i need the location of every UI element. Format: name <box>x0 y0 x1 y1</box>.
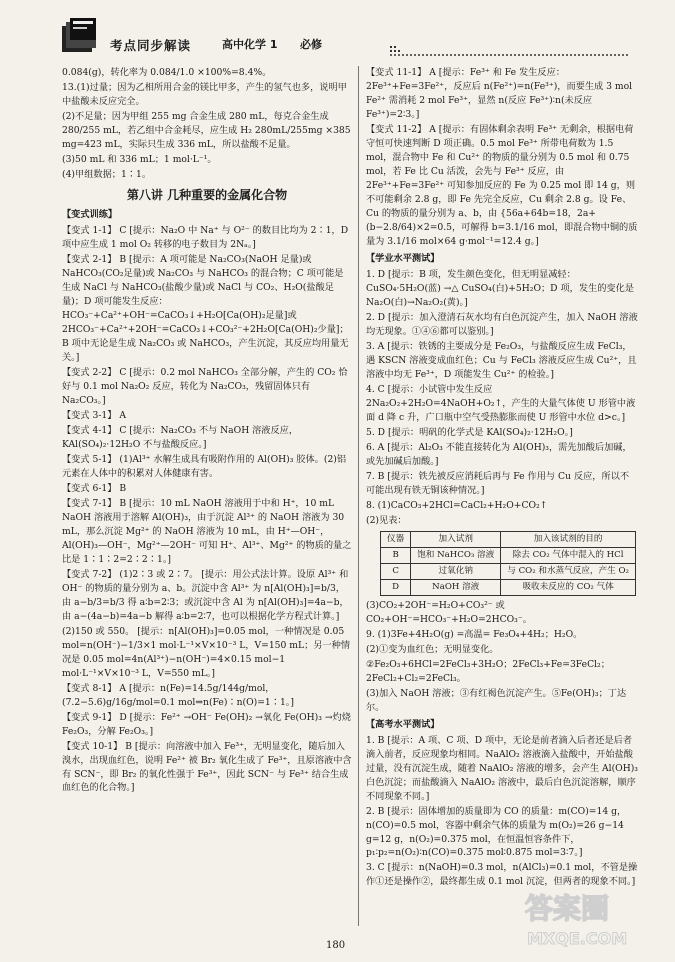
answer-item: 【变式 7-2】 (1)2∶3 或 2∶7。 [提示：用公式法计算。设原 Al³⁺ 和 OH⁻ 的物质的量分别为 a、b。沉淀中含 Al³⁺ 为 n[Al(OH)₃]=b/3，由 a−b/3=b/3 得 a∶b=2∶3；或沉淀中含 Al 为 n[Al(OH)₃]=4a−b，由 a−(4a−b)=4a−b 解得 a∶b=2∶7，也可以根据化学方程式计算。] <box>62 568 349 622</box>
table-cell: 过氧化钠 <box>411 563 501 579</box>
answer-item: 4. C [提示：小试管中发生反应 2Na₂O₂+2H₂O=4NaOH+O₂↑，产生的大量气体使 U 形管中液面 d 降 c 升，广口瓶中空气受热膨胀而使 U 形管中水位 d>c。] <box>366 383 636 423</box>
table-header-cell: 加入试剂 <box>411 531 501 547</box>
answer-item: 3. C [提示：n(NaOH)=0.3 mol，n(AlCl₃)=0.1 mol，不管是操作①还是操作②，最终都生成 0.1 mol 沉淀，但两者的现象不同。] <box>366 862 638 888</box>
answer-item: 1. B [提示：A 项、C 项、D 项中，无论是前者滴入后者还是后者滴入前者，反应现象均相同。NaAlO₂ 溶液滴入盐酸中，开始盐酸过量，没有沉淀生成，随着 NaAlO₂ 溶液的增多，会产生 Al(OH)₃ 白色沉淀；而盐酸滴入 NaAlO₂ 溶液中，最后白色沉淀溶解，顺序不同现象不同。] <box>366 734 638 802</box>
table-header-cell: 仪器 <box>381 531 411 547</box>
answer-item: (3)CO₂+2OH⁻=H₂O+CO₃²⁻ 或 CO₂+OH⁻=HCO₃⁻+H₂O=2HCO₃⁻。 <box>366 599 532 625</box>
answer-item: (2)150 或 550。 [提示：n[Al(OH)₃]=0.05 mol，一种情况是 0.05 mol=n(OH⁻)−1/3×1 mol·L⁻¹×V×10⁻³ L，V=150 mL；另一种情况是 0.05 mol=4n(Al³⁺)−n(OH⁻)=4×0.15 mol−1 mol·L⁻¹×V×10⁻³ L，V=550 mL。] <box>62 625 351 679</box>
table-cell: D <box>381 579 411 595</box>
left-column <box>62 66 352 934</box>
text-line: 13.(1)过量；因为乙相所用合金的镁比甲多，产生的氢气也多，说明甲中盐酸未反应完全。 <box>62 81 347 107</box>
subsection-title: 【学业水平测试】 <box>366 252 440 264</box>
header-title: 考点同步解读 <box>110 38 192 53</box>
answer-item: 5. D [提示：明矾的化学式是 KAl(SO₄)₂·12H₂O。] <box>366 426 573 438</box>
answer-item: 【变式 3-1】 A <box>62 409 127 421</box>
table-row <box>381 563 636 579</box>
table-row <box>381 579 636 595</box>
section-title: 第八讲 几种重要的金属化合物 <box>126 187 288 202</box>
table-cell: B <box>381 547 411 563</box>
table-header-cell: 加入该试剂的目的 <box>501 531 636 547</box>
page-header <box>0 0 675 70</box>
answer-item: 9. (1)3Fe+4H₂O(g) =高温= Fe₃O₄+4H₂；H₂O。 <box>366 628 583 640</box>
answer-item: (3)加入 NaOH 溶液；③有红褐色沉淀产生。⑤Fe(OH)₃；丁达尔。 <box>366 687 627 713</box>
watermark-logo <box>515 882 665 952</box>
answer-item: 【变式 11-1】 A [提示：Fe³⁺ 和 Fe 发生反应：2Fe³⁺+Fe=3Fe²⁺，反应后 n(Fe²⁺)=n(Fe³⁺)，而要生成 3 mol Fe²⁺ 需消耗 2 mol Fe³⁺，显然 n(反应 Fe³⁺)∶n(未反应 Fe³⁺)=2∶3。] <box>366 67 633 120</box>
decorative-dots-icon <box>390 46 630 58</box>
answer-item: 2. D [提示：加入澄清石灰水均有白色沉淀产生，加入 NaOH 溶液均无现象。①④⑥都可以鉴别。] <box>366 311 638 337</box>
answer-item: 【变式 2-2】 C [提示：0.2 mol NaHCO₃ 全部分解，产生的 CO₂ 恰好与 0.1 mol Na₂O₂ 反应，转化为 Na₂CO₃，残留固体只有 Na₂CO₃。] <box>62 366 348 406</box>
answer-item: 【变式 9-1】 D [提示：Fe²⁺ →OH⁻ Fe(OH)₂ →氧化 Fe(OH)₃ →灼烧 Fe₂O₃，分解 Fe₂O₃。] <box>62 711 351 737</box>
answer-item: 【变式 10-1】 B [提示：向溶液中加入 Fe³⁺，无明显变化，随后加入溴水，出现血红色，说明 Fe²⁺ 被 Br₂ 氧化生成了 Fe³⁺，且原溶液中含有 SCN⁻，即 Br₂ 的氧化性强于 Fe³⁺，因此 SCN⁻ 与 Fe³⁺ 结合生成血红色的化合物。] <box>62 740 352 794</box>
column-divider <box>358 66 359 926</box>
table-cell: 饱和 NaHCO₃ 溶液 <box>411 547 501 563</box>
reagent-table <box>380 531 636 596</box>
answer-item: 1. D [提示：B 项，发生颜色变化，但无明显减轻：CuSO₄·5H₂O(蓝) →△ CuSO₄(白)+5H₂O；D 项，发生的变化是 Na₂O(白)→Na₂O₂(黄)。] <box>366 268 634 308</box>
book-stack-icon <box>60 16 100 56</box>
table-header-row <box>381 531 636 547</box>
text-line: (4)甲组数据；1∶1。 <box>62 168 152 180</box>
subsection-title: 【高考水平测试】 <box>366 718 440 730</box>
answer-item: 【变式 11-2】 A [提示：有固体剩余表明 Fe³⁺ 无剩余，根据电荷守恒可快速判断 D 项正确。0.5 mol Fe³⁺ 所带电荷数为 1.5 mol，混合物中 Fe 和 Cu²⁺ 的物质的量分别为 0.5 mol 和 0.75 mol，若 Fe 比 Cu 活泼，会先与 Fe³⁺ 反应，由 2Fe³⁺+Fe=3Fe²⁺ 可知参加反应的 Fe 为 0.25 mol 即 14 g，则不可能剩余 2.8 g，即 Fe 先完全反应，Cu 剩余 2.8 g。设 Fe、Cu 的物质的量分别为 a、b，由 {56a+64b=18，2a+(b−2.8/64)×2=0.5，可解得 b=3.1/16 mol，即混合物中铜的质量为 3.1/16 mol×64 g·mol⁻¹=12.4 g。] <box>366 123 638 247</box>
header-subtitle: 高中化学 1 <box>222 38 278 51</box>
answer-item: 【变式 4-1】 C [提示：Na₂CO₃ 不与 NaOH 溶液反应，KAl(SO₄)₂·12H₂O 不与盐酸反应。] <box>62 424 299 450</box>
watermark-text-top: 答案圈 <box>525 892 610 925</box>
answer-item: 【变式 5-1】 (1)Al³⁺ 水解生成具有吸附作用的 Al(OH)₃ 胶体。(2)铝元素在人体中的积累对人体健康有害。 <box>62 453 347 479</box>
answer-item: 7. B [提示：铁先被反应消耗后再与 Fe 作用与 Cu 反应，所以不可能出现有铁无铜该种情况。] <box>366 470 630 496</box>
watermark-text-bottom: MXQE.COM <box>527 929 628 948</box>
subsection-title: 【变式训练】 <box>62 209 118 221</box>
text-line: (2)不足量；因为甲组 255 mg 合金生成 280 mL，每克合金生成 280/255 mL，若乙组中合金耗尽，应生成 H₂ 280mL/255mg ×385 mg=423 mL，实际只生成 336 mL，所以盐酸不足量。 <box>62 110 351 150</box>
answer-item: 【变式 6-1】 B <box>62 482 127 494</box>
table-cell: C <box>381 563 411 579</box>
table-row <box>381 547 636 563</box>
answer-item: 8. (1)CaCO₃+2HCl=CaCl₂+H₂O+CO₂↑ <box>366 499 548 511</box>
answer-item: 6. A [提示：Al₂O₃ 不能直接转化为 Al(OH)₃，需先加酸后加碱，或先加碱后加酸。] <box>366 441 632 467</box>
answer-item: 【变式 2-1】 B [提示：A 项可能是 Na₂CO₃(NaOH 足量)或 NaHCO₃(CO₂足量)或 Na₂CO₃ 与 NaHCO₃ 的混合物；C 项可能是生成 NaCl 与 NaHCO₃(盐酸少量)或 NaCl 与 CO₂、H₂O(盐酸足量)；D 项可能发生反应：HCO₃⁻+Ca²⁺+OH⁻=CaCO₃↓+H₂O[Ca(OH)₂足量]或 2HCO₃⁻+Ca²⁺+2OH⁻=CaCO₃↓+CO₃²⁻+2H₂O[Ca(OH)₂少量]；B 项中无论是生成 Na₂CO₃ 或 NaHCO₃，产生沉淀，其反应均用量无关。] <box>62 254 349 363</box>
table-cell: NaOH 溶液 <box>411 579 501 595</box>
answer-item: 【变式 1-1】 C [提示：Na₂O 中 Na⁺ 与 O²⁻ 的数目比均为 2∶1，D项中应生成 1 mol O₂ 转移的电子数目为 2Nₐ。] <box>62 225 349 251</box>
right-column <box>366 66 638 934</box>
answer-item: 2. B [提示：固体增加的质量即为 CO 的质量：m(CO)=14 g，n(CO)=0.5 mol，容器中剩余气体的质量为 m(O₂)=26 g−14 g=12 g，n(O₂)=0.375 mol，在恒温恒容条件下，p₁∶p₂=n(O₂)∶n(CO)=0.375 mol∶0.875 mol=3∶7。] <box>366 805 627 859</box>
table-cell: 与 CO₂ 和水蒸气反应，产生 O₂ <box>501 563 636 579</box>
table-cell: 吸收未反应的 CO₂ 气体 <box>501 579 636 595</box>
header-subtitle-2: 必修 <box>300 38 322 51</box>
answer-item: ②Fe₂O₃+6HCl=2FeCl₃+3H₂O；2FeCl₃+Fe=3FeCl₂；2FeCl₂+Cl₂=2FeCl₃。 <box>366 658 610 684</box>
page-number: 180 <box>326 940 346 951</box>
answer-item: 【变式 7-1】 B [提示：10 mL NaOH 溶液用于中和 H⁺，10 mL NaOH 溶液用于溶解 Al(OH)₃，由于沉淀 Al³⁺ 的 NaOH 溶液为 30 mL，那么沉淀 Mg²⁺ 的 NaOH 溶液为 10 mL，由 H⁺—OH⁻，Al(OH)₃—OH⁻，Mg²⁺—2OH⁻ 可知 H⁺、Al³⁺、Mg²⁺ 的物质的量之比是 1∶1∶2=2∶2∶1。] <box>62 497 352 565</box>
answer-item: 【变式 8-1】 A [提示：n(Fe)=14.5g/144g/mol，(7.2−5.6)g/16g/mol=0.1 mol⇒n(Fe)∶n(O)=1∶1。] <box>62 682 294 708</box>
answer-item: (2)①变为血红色；无明显变化。 <box>366 643 499 655</box>
answer-item: (2)见表： <box>366 514 407 526</box>
table-cell: 除去 CO₂ 气体中混入的 HCl <box>501 547 636 563</box>
answer-item: 3. A [提示：铁锈的主要成分是 Fe₂O₃，与盐酸反应生成 FeCl₃，遇 KSCN 溶液变成血红色；Cu 与 FeCl₃ 溶液反应生成 Cu²⁺，且溶液中均无 Fe³⁺，D 项能发生 Cu²⁺ 的检验。] <box>366 340 637 380</box>
text-line: (3)50 mL 和 336 mL；1 mol·L⁻¹。 <box>62 153 217 165</box>
text-line: 0.084(g)，转化率为 0.084/1.0 ×100%=8.4%。 <box>62 67 272 78</box>
